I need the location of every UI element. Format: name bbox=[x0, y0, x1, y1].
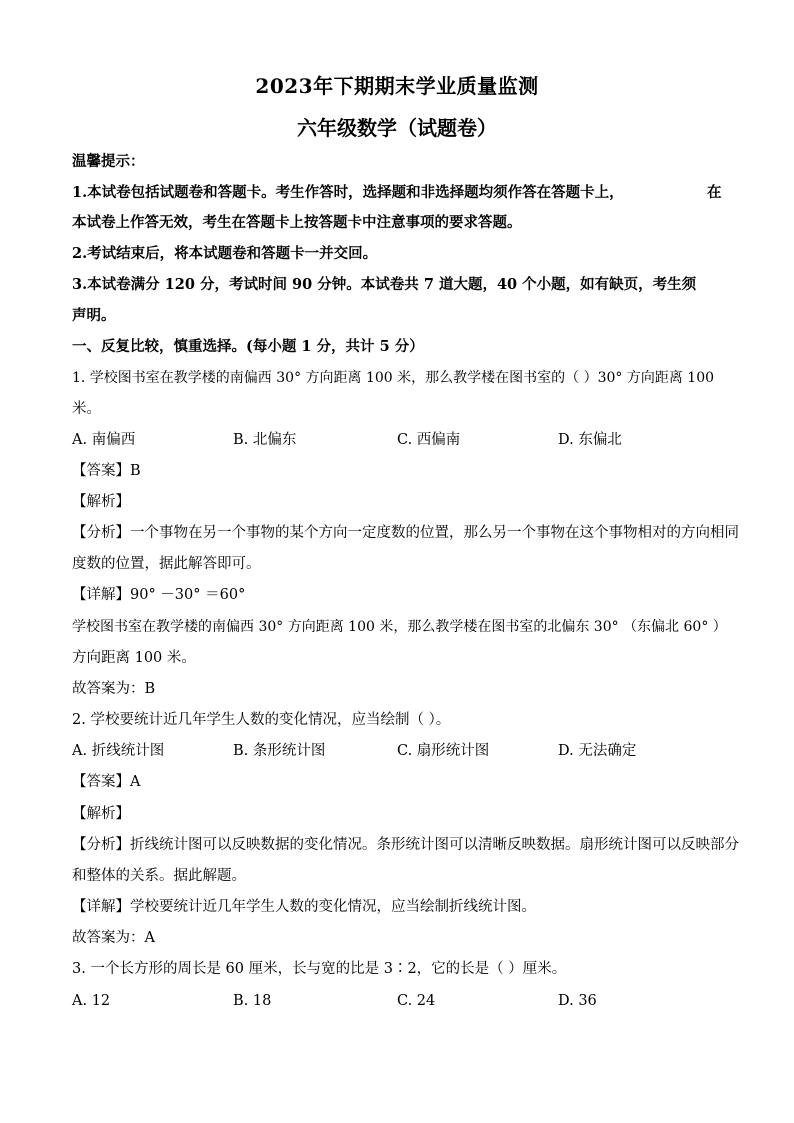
q1-explain-line-2: 方向距离 100 米。 bbox=[72, 650, 196, 666]
q1-option-d: D. 东偏北 bbox=[558, 432, 622, 448]
q1-option-b: B. 北偏东 bbox=[233, 432, 297, 448]
exam-title: 2023年下期期末学业质量监测 bbox=[255, 74, 539, 98]
tip-2: 2.考试结束后，将本试题卷和答题卡一并交回。 bbox=[72, 245, 378, 262]
q1-stem-line-2: 米。 bbox=[72, 401, 101, 417]
q3-option-a: A. 12 bbox=[72, 993, 111, 1009]
q3-option-d: D. 36 bbox=[558, 993, 597, 1009]
q2-option-c: C. 扇形统计图 bbox=[397, 743, 490, 759]
exam-subtitle: 六年级数学（试题卷） bbox=[297, 116, 497, 140]
q2-analysis-label: 【解析】 bbox=[72, 806, 130, 822]
q1-explain-line-1: 学校图书室在教学楼的南偏西 30° 方向距离 100 米，那么教学楼在图书室的北偏东 30° （东偏北 60° ） bbox=[72, 619, 727, 635]
q2-answer: 【答案】A bbox=[72, 774, 141, 790]
tips-heading: 温馨提示： bbox=[72, 153, 145, 170]
q2-final-answer: 故答案为：A bbox=[72, 930, 155, 946]
q3-option-b: B. 18 bbox=[233, 993, 272, 1009]
q1-stem-line-1: 1. 学校图书室在教学楼的南偏西 30° 方向距离 100 米，那么教学楼在图书室的（ ）30° 方向距离 100 bbox=[72, 370, 715, 386]
tip-3-line-2: 声明。 bbox=[72, 307, 116, 324]
q1-fenxi-line-2: 度数的位置，据此解答即可。 bbox=[72, 556, 261, 572]
q3-stem: 3. 一个长方形的周长是 60 厘米，长与宽的比是 3∶2，它的长是（ ）厘米。 bbox=[72, 961, 567, 977]
q1-answer: 【答案】B bbox=[72, 463, 141, 479]
q2-fenxi-line-2: 和整体的关系。据此解题。 bbox=[72, 868, 246, 884]
section-1-heading: 一、反复比较，慎重选择。(每小题 1 分，共计 5 分） bbox=[72, 338, 424, 355]
q2-option-b: B. 条形统计图 bbox=[233, 743, 326, 759]
q1-final-answer: 故答案为：B bbox=[72, 681, 156, 697]
q1-option-c: C. 西偏南 bbox=[397, 432, 461, 448]
tip-1-tail: 在 bbox=[707, 184, 722, 201]
q3-option-c: C. 24 bbox=[397, 993, 436, 1009]
q1-analysis-label: 【解析】 bbox=[72, 494, 130, 510]
q2-option-a: A. 折线统计图 bbox=[72, 743, 165, 759]
q2-detail: 【详解】学校要统计近几年学生人数的变化情况，应当绘制折线统计图。 bbox=[72, 899, 536, 915]
q1-fenxi-line-1: 【分析】一个事物在另一个事物的某个方向一定度数的位置，那么另一个事物在这个事物相对的方向相同 bbox=[72, 525, 739, 541]
tip-1-line-2: 本试卷上作答无效，考生在答题卡上按答题卡中注意事项的要求答题。 bbox=[72, 214, 522, 231]
q2-stem: 2. 学校要统计近几年学生人数的变化情况，应当绘制（ ）。 bbox=[72, 712, 451, 728]
q1-detail: 【详解】90° －30° ＝60° bbox=[72, 587, 246, 603]
q2-option-d: D. 无法确定 bbox=[558, 743, 637, 759]
tip-3-line-1: 3.本试卷满分 120 分，考试时间 90 分钟。本试卷共 7 道大题，40 个小题，如有缺页，考生须 bbox=[72, 276, 697, 293]
tip-1-line-1: 1.本试卷包括试题卷和答题卡。考生作答时，选择题和非选择题均须作答在答题卡上， bbox=[72, 184, 624, 201]
q1-option-a: A. 南偏西 bbox=[72, 432, 136, 448]
q2-fenxi-line-1: 【分析】折线统计图可以反映数据的变化情况。条形统计图可以清晰反映数据。扇形统计图可以反映部分 bbox=[72, 837, 739, 853]
